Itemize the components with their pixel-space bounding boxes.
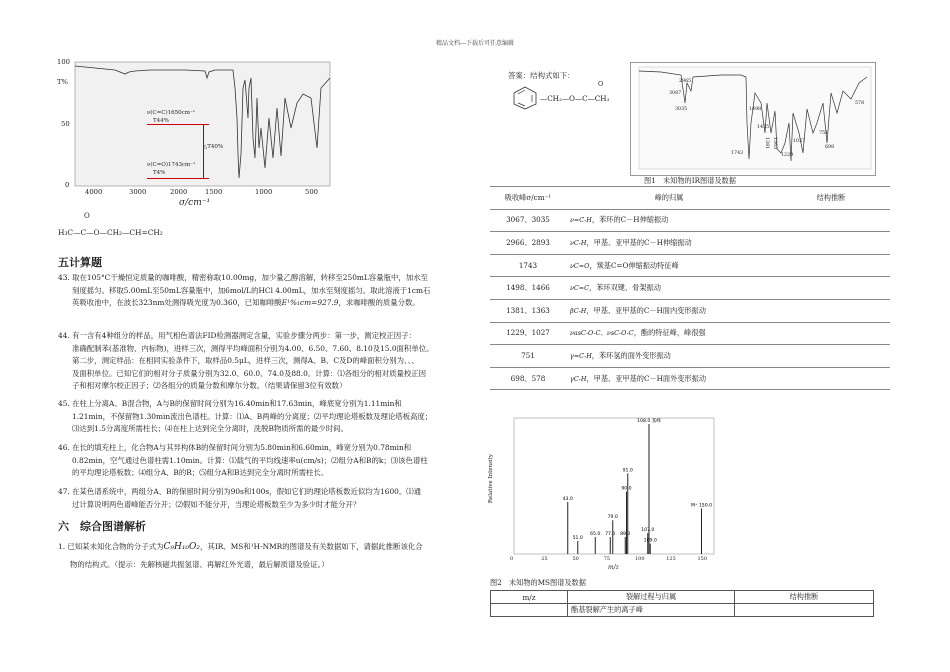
- x-tick: 1500: [205, 188, 223, 196]
- annotation-1-label: ν(C=C)1650cm⁻¹: [147, 110, 196, 116]
- peak-cell: 1498、1466: [490, 277, 566, 300]
- y-tick-100: 100: [57, 58, 70, 66]
- ir-peak-label: 751: [819, 131, 829, 136]
- y-tick-0: 0: [65, 181, 70, 189]
- ir-figure-caption: 图1 未知物的IR图谱及数据: [644, 176, 736, 185]
- ir-peak-label: 1229: [781, 153, 794, 158]
- assignment-cell: ，甲基、亚甲基的C－H面内变形振动: [586, 305, 706, 315]
- question-43: [58, 272, 478, 310]
- vibration-symbol: γ=C-H: [570, 351, 592, 360]
- mz-cell: [491, 604, 568, 617]
- q46-line: 46. 在长的填充柱上，化合物A与其异构体B的保留时间分别为5.80min和6.60min，峰宽分别为0.78min和: [58, 443, 412, 452]
- ms-peak-label: 65.0: [590, 532, 601, 538]
- vibration-symbol: νC-H: [570, 238, 587, 247]
- ms-spectrum: [490, 414, 720, 574]
- ir-peak-label: 3087: [669, 91, 682, 96]
- table-row: [490, 209, 890, 232]
- section-6-title: 六 综合图谱解析: [58, 520, 146, 533]
- ir-spectrum-left: [55, 58, 345, 210]
- q44-line: 44. 有一含有4种组分的样品，用气相色谱法FID检测器测定含量，实验步骤分两步：第一步，测定校正因子：: [58, 331, 416, 340]
- y-tick-50: 50: [61, 120, 70, 128]
- q45-line: 45. 在柱上分离A、B混合物，A与B的保留时间分别为16.40min和17.63min，峰底宽分别为1.11min和: [58, 399, 402, 408]
- ir-peak-label: 1743: [731, 151, 744, 156]
- ms-peak-label: 90.0: [621, 486, 632, 492]
- ir-peak-label: 2965: [679, 79, 692, 84]
- q43-line: 43. 取在105°C干燥恒定质量的咖啡酸，精密称取10.00mg，加少量乙醇溶解，转移至250mL容量瓶中，加水至: [58, 273, 428, 282]
- ms-x-tick: 25: [541, 556, 548, 562]
- table-row: [490, 367, 890, 390]
- ir-data-table: [490, 186, 890, 390]
- q43-line: 英吸收池中，在波长323nm处测得吸光度为0.360，已知咖啡酸: [72, 298, 282, 308]
- ms-peak-label: 43.0: [562, 497, 573, 502]
- ms-x-tick: 100: [635, 556, 645, 562]
- inference-cell: [772, 367, 890, 390]
- ms-x-tick: 125: [666, 556, 676, 562]
- ms-peak-label: 77.0: [605, 532, 616, 538]
- annotation-2-value: T4%: [153, 170, 166, 176]
- peak-cell: 3067、3035: [490, 209, 566, 232]
- ms-peak-label: 89.0: [620, 532, 631, 538]
- inference-cell: [772, 209, 890, 232]
- ms-data-table: [490, 590, 874, 617]
- molecular-formula: C₉H₁₀O₂: [163, 542, 201, 552]
- x-tick: 500: [305, 188, 318, 196]
- q44-line: 子和相对摩尔校正因子；⑵各组分的质量分数和摩尔分数。（结果请保留3位有效数）: [72, 381, 347, 391]
- q47-line: 过计算说明两色谱峰能否分开；⑵假如不能分开，当理论塔板数至少为多少时才能分开？: [72, 499, 361, 509]
- q44-line: 准确配制苯(基准物、内标物)，进样三次，测得平均峰面积分别为4.00、6.50、7.60、8.10及15.0面积单位。: [72, 343, 434, 353]
- table-header: m/z: [491, 591, 568, 604]
- peak-cell: 751: [490, 345, 566, 368]
- x-tick: 2000: [170, 188, 188, 196]
- inference-cell: [772, 277, 890, 300]
- q43-formula: E¹%₁cm=927.9: [281, 298, 339, 308]
- q6-line: 物的结构式。（提示：先解核磁共振氢谱、再解红外光谱，最后解质谱及验证。）: [70, 560, 329, 569]
- question-47: [58, 486, 478, 511]
- q44-line: 及面积单位。已知它们的相对分子质量分别为32.0、60.0、74.0及88.0。计算：⑴各组分的相对质量校正因: [72, 368, 427, 378]
- table-row: [491, 604, 874, 617]
- q44-line: 第二步，测定样品：在相同实验条件下，取样品0.5μL，进样三次，测得A、B、C及D的峰面积分别为、、、: [72, 356, 419, 366]
- ir-peak-label: 578: [855, 101, 865, 106]
- page-header: 精品文档---下载后可任意编辑: [435, 40, 515, 47]
- vibration-symbol: νC=O: [570, 261, 590, 270]
- ms-peak-label: 109.0: [643, 538, 657, 544]
- x-tick: 3000: [129, 188, 147, 196]
- question-44: [58, 330, 478, 393]
- benzene-ring-icon: [510, 84, 540, 110]
- ir-peak-label: 1381: [764, 137, 769, 150]
- delta-label: △T40%: [203, 144, 224, 150]
- vibration-symbol: νC=C: [570, 284, 590, 293]
- answer-label: 答案：结构式如下：: [508, 71, 575, 80]
- ir-peak-label: 1455: [757, 125, 770, 130]
- ms-peak-label: 107.0: [641, 528, 655, 534]
- table-header-row: [491, 591, 874, 604]
- peak-cell: 1743: [490, 254, 566, 277]
- q46-line: 0.82min，空气通过色谱柱需1.10min。计算：⑴载气的平均线速率u(cm/s)；⑵组分A和B的k；⑶该色谱柱: [72, 455, 428, 465]
- answer-structure-o: O: [598, 80, 604, 88]
- question-46: [58, 442, 478, 480]
- vibration-symbol: νasC-O-C、νsC-O-C: [570, 329, 634, 338]
- delta-line: [203, 124, 204, 178]
- table-row: [490, 232, 890, 255]
- inference-cell: [772, 232, 890, 255]
- table-row: [490, 299, 890, 322]
- assignment-cell: ，甲基、亚甲基的C－H伸缩振动: [586, 237, 692, 247]
- assignment-cell: ，苯环氢的面外变形振动: [591, 350, 671, 360]
- x-tick: 1000: [255, 188, 273, 196]
- inference-cell: [735, 604, 874, 617]
- q45-line: 1.21min，不保留物1.30min流出色谱柱。计算：⑴A、B两峰的分离度；⑵平均理论塔板数及理论塔板高度；: [72, 411, 433, 421]
- ms-peak-label: 79.0: [607, 515, 618, 521]
- x-axis-label: σ/cm⁻¹: [179, 198, 211, 208]
- structure-left-o: O: [84, 212, 90, 220]
- ms-y-axis-label: Relative Intensity: [488, 454, 494, 504]
- ir-peak-label: 1498: [749, 107, 762, 112]
- ms-peak-label: 91.0: [622, 468, 633, 474]
- peak-cell: 1229、1027: [490, 322, 566, 345]
- ir-peak-label: 698: [825, 145, 835, 150]
- ms-peak-label: M⁺ 150.0: [691, 503, 712, 509]
- inference-cell: [772, 322, 890, 345]
- vibration-symbol: βC-H: [570, 306, 587, 315]
- ms-x-tick: 0: [510, 556, 514, 562]
- assignment-cell: ，苯环双键、骨架振动: [589, 283, 661, 293]
- ms-x-tick: 50: [572, 556, 579, 562]
- table-header-row: [490, 187, 890, 210]
- annotation-line-2: [147, 178, 209, 179]
- y-axis-label: T%: [57, 78, 68, 86]
- q6-line: ，其IR、MS和¹H-NMR的图谱及有关数据如下，请据此推断该化合: [200, 542, 423, 551]
- peak-cell: 698、578: [490, 367, 566, 390]
- ms-x-tick: 150: [697, 556, 708, 562]
- structure-left: H₃C—C—O—CH₂—CH=CH₂: [58, 228, 163, 237]
- assignment-cell: ，甲基、亚甲基的C－H面外变形振动: [586, 373, 707, 383]
- assignment-cell: ，酯的特征峰，峰很强: [633, 328, 706, 338]
- annotation-1-value: T44%: [153, 118, 169, 124]
- table-row: [490, 277, 890, 300]
- q43-line: ，求咖啡酸的质量分数。: [338, 298, 420, 308]
- ir-peak-label: 3035: [675, 107, 688, 112]
- table-header: 吸收峰σ/cm⁻¹: [490, 187, 566, 210]
- ir-peak-label: 1363: [772, 137, 777, 150]
- ms-x-axis-label: m/z: [608, 564, 619, 571]
- ir-spectrum-right: [630, 62, 876, 176]
- table-row: [490, 254, 890, 277]
- table-header: 裂解过程与归属: [568, 591, 735, 604]
- q43-line: 刻度摇匀。移取5.00mL至50mL容量瓶中，加6mol/L的HCl 4.00mL，加水至刻度摇匀。取此溶液于1cm石: [72, 285, 431, 295]
- table-header: 结构推断: [772, 187, 890, 210]
- question-6-1: [58, 538, 478, 573]
- table-header: 结构推断: [735, 591, 874, 604]
- x-tick: 4000: [85, 188, 103, 196]
- section-5-title: 五计算题: [58, 256, 102, 269]
- q47-line: 47. 在某色谱系统中，两组分A、B的保留时间分别为90s和100s，假如它们的理论塔板数近似均为1600。⑴通: [58, 487, 422, 496]
- inference-cell: [772, 345, 890, 368]
- answer-structure: —CH₂—O—C—CH₃: [540, 94, 610, 103]
- vibration-symbol: ν=C-H: [570, 216, 592, 225]
- table-row: [490, 322, 890, 345]
- inference-cell: [772, 254, 890, 277]
- annotation-2-label: ν(C=O)1743cm⁻¹: [147, 162, 196, 168]
- question-45: [58, 398, 478, 436]
- peak-cell: 1381、1363: [490, 299, 566, 322]
- peak-cell: 2966、2893: [490, 232, 566, 255]
- ir-peak-label: 1027: [793, 139, 806, 144]
- fragmentation-cell: 酯基裂解产生的离子峰: [568, 604, 735, 617]
- ms-x-tick: 75: [603, 556, 611, 562]
- ms-peak-label: 51.0: [572, 536, 583, 541]
- inference-cell: [772, 299, 890, 322]
- q46-line: 的平均理论塔板数；⑷组分A、B的R；⑸组分A和B达到完全分离时所需柱长。: [72, 468, 329, 478]
- q45-line: ⑶达到1.5分离度所需柱长；⑷在柱上达到完全分离时，洗脱B物质所需的最少时间。: [72, 424, 348, 434]
- annotation-line-1: [147, 124, 209, 125]
- vibration-symbol: γC-H: [570, 374, 587, 383]
- q6-line: 1. 已知某未知化合物的分子式为: [58, 542, 164, 551]
- assignment-cell: ，苯环的C－H伸缩振动: [591, 215, 669, 225]
- table-header: 峰的归属: [566, 187, 772, 210]
- ms-peak-label: 108.0 基峰: [637, 419, 661, 424]
- assignment-cell: ，羰基C=O伸缩振动特征峰: [589, 260, 679, 270]
- ms-figure-caption: 图2 未知物的MS图谱及数据: [490, 578, 586, 587]
- table-row: [490, 345, 890, 368]
